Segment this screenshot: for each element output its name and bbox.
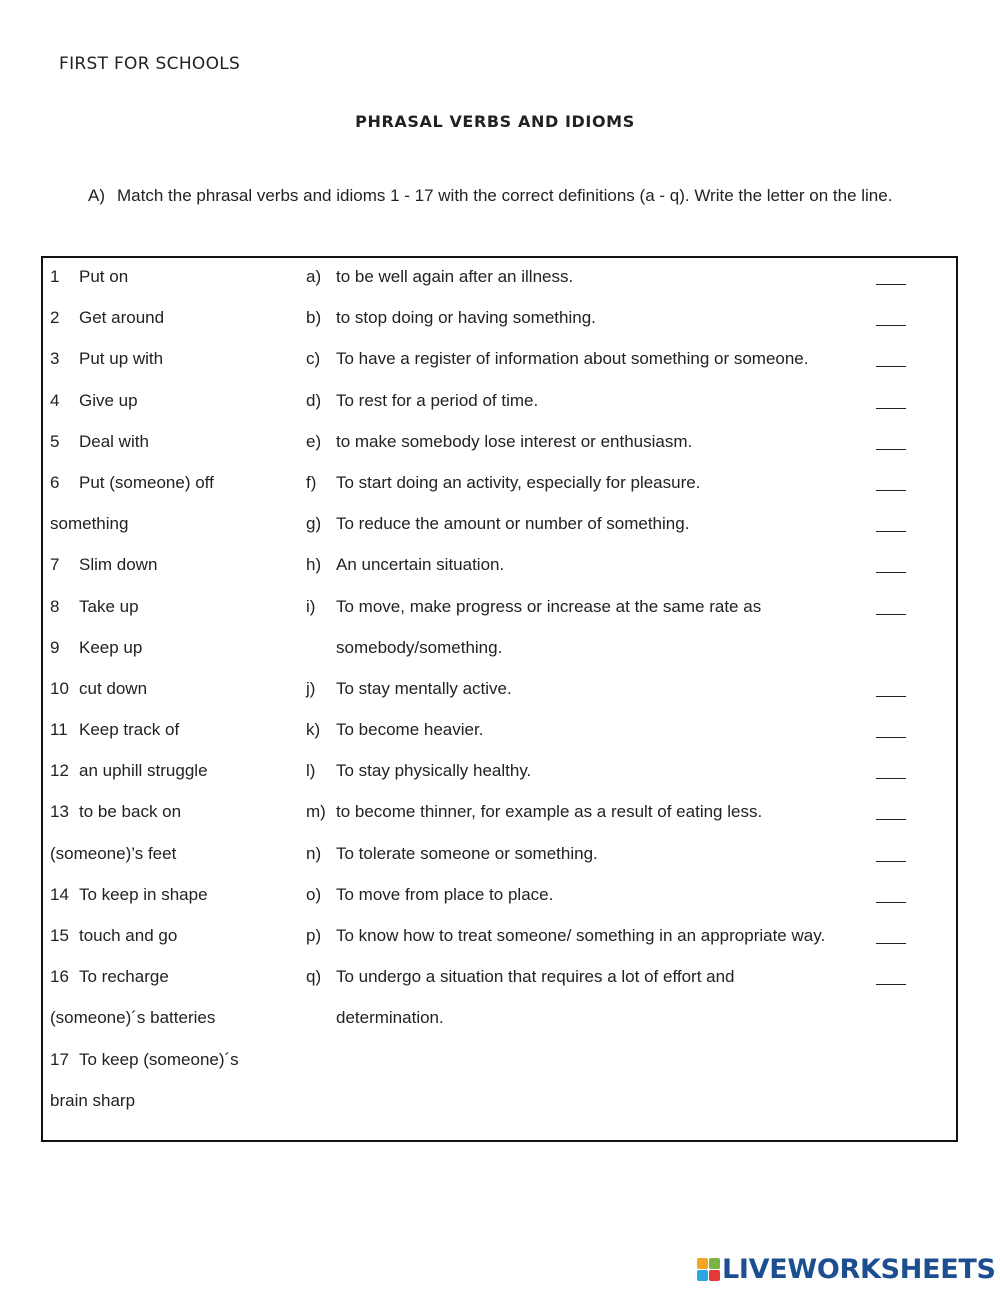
definition-row <box>306 429 906 470</box>
term-row <box>50 264 300 305</box>
definition-text: To move from place to place. <box>336 884 554 904</box>
definition-letter: k) <box>306 720 321 740</box>
definition-letter: n) <box>306 843 322 863</box>
term-row <box>50 882 300 923</box>
definition-row <box>306 882 906 923</box>
term-number: 8 <box>50 596 60 616</box>
definition-letter: i) <box>306 596 316 616</box>
definition-row <box>306 964 906 1005</box>
definition-row <box>306 1005 906 1046</box>
logo-square <box>709 1258 720 1269</box>
term-row <box>50 676 300 717</box>
definition-letter: q) <box>306 967 322 987</box>
term-number: 16 <box>50 967 69 987</box>
definition-text: To become heavier. <box>336 720 484 740</box>
term-row <box>50 635 300 676</box>
definition-row <box>306 717 906 758</box>
definition-letter: b) <box>306 308 322 328</box>
answer-blank[interactable] <box>876 515 906 532</box>
term-row <box>50 594 300 635</box>
definition-text: To have a register of information about something or someone. <box>336 349 809 369</box>
definition-text: To start doing an activity, especially for pleasure. <box>336 472 701 492</box>
definition-row <box>306 594 906 635</box>
term-text: Slim down <box>79 555 158 575</box>
definition-letter: p) <box>306 926 322 945</box>
definition-row <box>306 923 906 964</box>
definition-row <box>306 511 906 552</box>
definition-letter: o) <box>306 884 322 904</box>
definition-row <box>306 841 906 882</box>
definition-row <box>306 346 906 387</box>
term-number: 5 <box>50 431 60 451</box>
definition-text: To rest for a period of time. <box>336 390 539 410</box>
liveworksheets-logo <box>697 1252 996 1286</box>
answer-blank[interactable] <box>876 474 906 491</box>
term-number: 13 <box>50 802 69 822</box>
term-text: Put up with <box>79 349 164 369</box>
term-text: cut down <box>79 678 148 698</box>
term-number: 1 <box>50 267 60 286</box>
term-text: Deal with <box>79 431 149 451</box>
instruction <box>88 184 918 207</box>
answer-blank[interactable] <box>876 762 906 779</box>
definition-row <box>306 305 906 346</box>
term-number: 9 <box>50 637 60 657</box>
answer-blank[interactable] <box>876 845 906 862</box>
term-text: To keep (someone)´s <box>79 1049 239 1069</box>
answer-blank[interactable] <box>876 350 906 367</box>
term-text: Give up <box>79 390 138 410</box>
definition-letter: m) <box>306 802 326 822</box>
term-number: 17 <box>50 1049 69 1069</box>
definition-text: An uncertain situation. <box>336 555 505 575</box>
definition-text: to make somebody lose interest or enthusiasm. <box>336 431 693 451</box>
term-number: 15 <box>50 926 69 945</box>
term-text: touch and go <box>79 926 178 945</box>
term-row <box>50 1005 300 1046</box>
definitions-column <box>306 264 906 1047</box>
term-number: 11 <box>50 720 68 740</box>
term-number: 6 <box>50 472 60 492</box>
term-text: Keep track of <box>79 720 180 740</box>
definition-text: To know how to treat someone/ something in an appropriate way. <box>336 926 826 945</box>
term-text: Put (someone) off <box>79 472 214 492</box>
answer-blank[interactable] <box>876 598 906 615</box>
definition-letter: g) <box>306 514 322 534</box>
answer-blank[interactable] <box>876 680 906 697</box>
term-row <box>50 429 300 470</box>
term-row <box>50 552 300 593</box>
definition-row <box>306 799 906 840</box>
definition-letter: l) <box>306 761 316 781</box>
answer-blank[interactable] <box>876 433 906 450</box>
definition-text: To move, make progress or increase at the same rate as <box>336 596 762 616</box>
term-row <box>50 346 300 387</box>
definition-text: To reduce the amount or number of something. <box>336 514 690 534</box>
answer-blank[interactable] <box>876 927 906 944</box>
definition-text: to be well again after an illness. <box>336 267 574 286</box>
term-number: 7 <box>50 555 60 575</box>
answer-blank[interactable] <box>876 968 906 985</box>
term-row <box>50 758 300 799</box>
definition-letter: a) <box>306 267 322 286</box>
term-text: Get around <box>79 308 165 328</box>
definition-text: To tolerate someone or something. <box>336 843 598 863</box>
term-text: To keep in shape <box>79 884 208 904</box>
term-number: 12 <box>50 761 69 781</box>
definition-letter: f) <box>306 472 317 492</box>
term-text: Take up <box>79 596 139 616</box>
definition-row <box>306 676 906 717</box>
term-text: (someone)’s feet <box>50 843 177 863</box>
term-row <box>50 470 300 511</box>
definition-text: To stay mentally active. <box>336 678 512 698</box>
definition-letter: d) <box>306 390 322 410</box>
definition-row <box>306 470 906 511</box>
term-number: 10 <box>50 678 69 698</box>
term-text: brain sharp <box>50 1090 136 1110</box>
term-row <box>50 799 300 840</box>
term-text: an uphill struggle <box>79 761 208 781</box>
definition-row <box>306 635 906 676</box>
answer-blank[interactable] <box>876 886 906 903</box>
definition-row <box>306 552 906 593</box>
term-text: (someone)´s batteries <box>50 1008 216 1028</box>
answer-blank[interactable] <box>876 392 906 409</box>
term-row <box>50 1088 300 1129</box>
logo-text: LIVEWORKSHEETS <box>722 1253 996 1285</box>
logo-square <box>709 1270 720 1281</box>
definition-text: determination. <box>336 1008 444 1028</box>
logo-square <box>697 1258 708 1269</box>
terms-column <box>50 264 300 1129</box>
definition-row <box>306 758 906 799</box>
term-text: Put on <box>79 267 129 286</box>
term-row <box>50 1047 300 1088</box>
definition-row <box>306 388 906 429</box>
definition-text: somebody/something. <box>336 637 503 657</box>
term-row <box>50 841 300 882</box>
term-text: Keep up <box>79 637 143 657</box>
instruction-letter: A) <box>88 186 105 205</box>
definition-text: to become thinner, for example as a result of eating less. <box>336 802 763 822</box>
answer-blank[interactable] <box>876 556 906 573</box>
term-number: 14 <box>50 884 69 904</box>
logo-icon <box>697 1258 720 1281</box>
definition-text: To undergo a situation that requires a lot of effort and <box>336 967 735 987</box>
instruction-text: Match the phrasal verbs and idioms 1 - 17 with the correct definitions (a - q). Write the letter on the line. <box>117 186 893 205</box>
answer-blank[interactable] <box>876 803 906 820</box>
term-text: something <box>50 514 129 534</box>
term-text: To recharge <box>79 967 169 987</box>
term-number: 4 <box>50 390 60 410</box>
definition-letter: h) <box>306 555 322 575</box>
page-title: PHRASAL VERBS AND IDIOMS <box>355 112 635 131</box>
answer-blank[interactable] <box>876 309 906 326</box>
term-row <box>50 388 300 429</box>
definition-letter: j) <box>306 678 316 698</box>
answer-blank[interactable] <box>876 721 906 738</box>
term-text: to be back on <box>79 802 182 822</box>
term-number: 2 <box>50 308 60 328</box>
definition-row <box>306 264 906 305</box>
term-row <box>50 305 300 346</box>
definition-letter: c) <box>306 349 321 369</box>
course-label: FIRST FOR SCHOOLS <box>59 54 241 74</box>
term-row <box>50 717 300 758</box>
definition-text: to stop doing or having something. <box>336 308 596 328</box>
term-row <box>50 923 300 964</box>
definition-text: To stay physically healthy. <box>336 761 532 781</box>
term-number: 3 <box>50 349 60 369</box>
definition-letter: e) <box>306 431 322 451</box>
logo-square <box>697 1270 708 1281</box>
term-row <box>50 511 300 552</box>
term-row <box>50 964 300 1005</box>
answer-blank[interactable] <box>876 268 906 285</box>
